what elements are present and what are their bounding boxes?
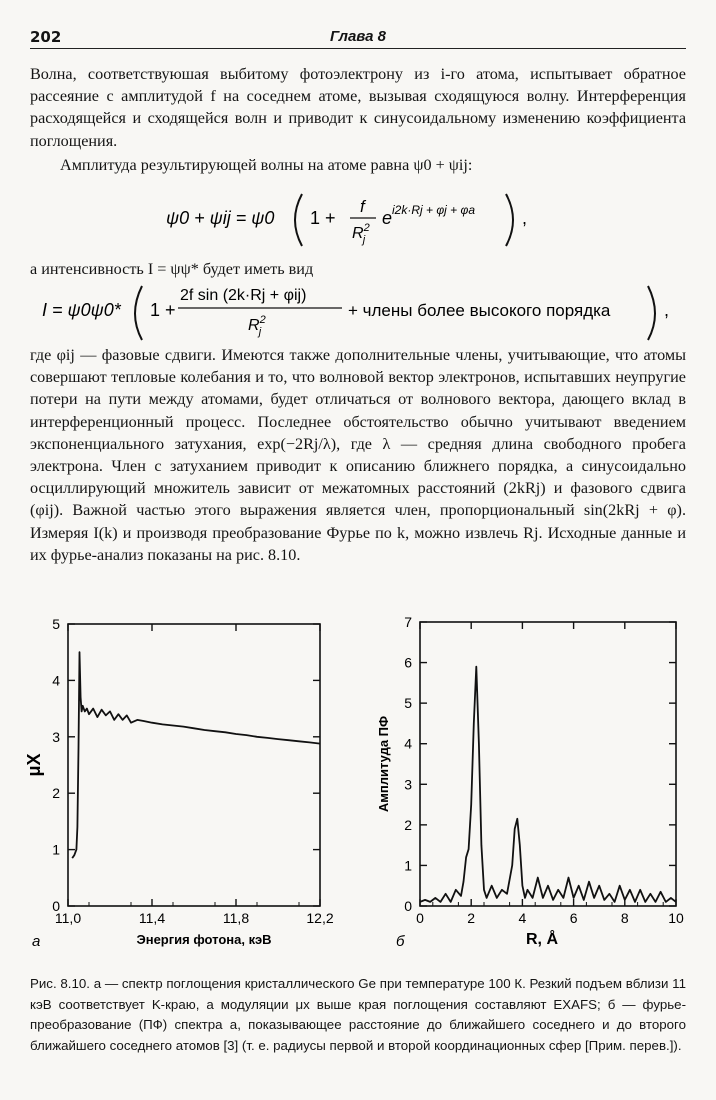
x-tick-label: 4 <box>518 910 527 926</box>
eq2-tail: + члены более высокого порядка <box>348 301 611 320</box>
paragraph-1: Волна, соответствуюшая выбитому фотоэлектрону из i-го атома, испытывает обратное рассеяние с амплитудой f на соседнем атоме, вызывая сходящуюся волну. Интерференция расходящейся и сходящейся волн и приводит к синусоидальному изменению коэффициента поглощения. <box>30 65 686 150</box>
x-tick-label: 8 <box>620 910 629 926</box>
eq2-den: $R^2$ j <box>248 314 266 338</box>
chapter-title: Глава 8 <box>329 28 387 45</box>
eq2-one: 1 + <box>150 300 176 320</box>
panel-label: а <box>32 933 41 950</box>
x-tick-label: 11,0 <box>54 910 82 926</box>
eq1-comma: , <box>522 208 528 228</box>
plot-frame <box>420 622 676 906</box>
equation-1-graphic <box>0 182 716 252</box>
plot-frame <box>68 624 320 906</box>
data-series-line <box>72 652 320 858</box>
x-tick-label: 6 <box>569 910 578 926</box>
y-tick-label: 2 <box>404 816 412 833</box>
x-tick-label: 12,2 <box>306 910 334 926</box>
y-tick-label: 0 <box>52 898 60 914</box>
page-header <box>30 26 686 49</box>
eq2-right-paren <box>648 286 655 340</box>
y-tick-label: 6 <box>404 654 412 671</box>
y-tick-label: 5 <box>52 616 60 632</box>
x-axis-label: R, Å <box>526 931 558 948</box>
eq1-right-paren <box>506 194 513 246</box>
paragraph-4: где φij — фазовые сдвиги. Имеются также дополнительные члены, учитывающие, что атомы совершают тепловые колебания и то, что волновой вектор электронов, испытавших неупругие потери на пути между атомами, будет отличаться от волнового вектора, дающего вклад в интерференционный процесс. Последнее обстоятельство обычно учитывают введением экспоненциального затухания, exp(−2Rj/λ), где λ — средняя длина свободного пробега электрона. Член с затуханием приводит к описанию ближнего порядка, а синусоидально осциллирующий множитель зависит от межатомных расстояний (2kRj) и фазового сдвига (φij). Важной частью этого выражения является член, пропорциональный sin(2kRj + φ). Измеряя I(k) и производя преобразование Фурье по k, можно извлечь Rj. Исходные данные и их фурье-анализ показаны на рис. 8.10. <box>30 346 686 564</box>
eq1-exp: i2k·Rj + φj + φa <box>392 203 476 217</box>
equation-2-graphic <box>0 278 716 348</box>
figure-caption: Рис. 8.10. а — спектр поглощения кристаллического Ge при температуре 100 К. Резкий подъем вблизи 11 кэВ соответствует K-краю, а модуляции μx выше края поглощения составляют EXAFS; б — фурье-преобразование (ПФ) спектра а, показывающее расстояние до ближайшего соседнего и до второго ближайшего соседнего атомов [3] (т. е. радиусы первой и второй координационных сфер [Прим. перев.]). <box>30 976 686 1053</box>
x-tick-label: 11,8 <box>222 910 250 926</box>
y-tick-label: 2 <box>52 785 60 802</box>
eq1-e: e <box>382 208 393 228</box>
y-tick-label: 5 <box>404 695 412 712</box>
chart-a <box>24 616 340 956</box>
y-tick-label: 4 <box>52 672 60 689</box>
eq2-comma: , <box>664 300 670 320</box>
paragraph-3: а интенсивность I = ψψ* будет иметь вид <box>30 260 314 278</box>
eq2-left-paren <box>135 286 142 340</box>
data-series-line <box>420 667 676 902</box>
eq1-left-paren <box>295 194 302 246</box>
x-tick-label: 10 <box>668 910 684 926</box>
eq1-one: 1 + <box>310 208 336 228</box>
x-tick-label: 2 <box>467 910 476 926</box>
y-tick-label: 0 <box>404 898 412 914</box>
y-axis-label: μX <box>24 753 44 777</box>
eq1-num: f <box>360 197 365 216</box>
y-tick-label: 7 <box>404 614 412 630</box>
eq2-lhs: I = ψ0ψ0* <box>42 300 121 320</box>
y-tick-label: 1 <box>404 857 412 874</box>
paragraph-2: Амплитуда результирующей волны на атоме равна ψ0 + ψij: <box>60 156 473 174</box>
y-tick-label: 1 <box>52 841 60 858</box>
y-axis-label: Амплитуда ПФ <box>376 715 391 813</box>
y-tick-label: 4 <box>404 735 412 752</box>
x-tick-label: 0 <box>416 910 424 926</box>
y-tick-label: 3 <box>52 728 60 745</box>
chart-b <box>370 614 684 956</box>
eq2-num: 2f sin (2k·Rj + φij) <box>180 287 307 304</box>
page-number: 202 <box>30 28 62 46</box>
eq1-den: $R^2$ j <box>352 222 370 246</box>
eq1-lhs: ψ0 + ψij = ψ0 <box>166 208 275 228</box>
y-tick-label: 3 <box>404 776 412 793</box>
panel-label: б <box>396 933 405 950</box>
x-axis-label: Энергия фотона, кэВ <box>136 932 272 947</box>
x-tick-label: 11,4 <box>138 910 166 926</box>
